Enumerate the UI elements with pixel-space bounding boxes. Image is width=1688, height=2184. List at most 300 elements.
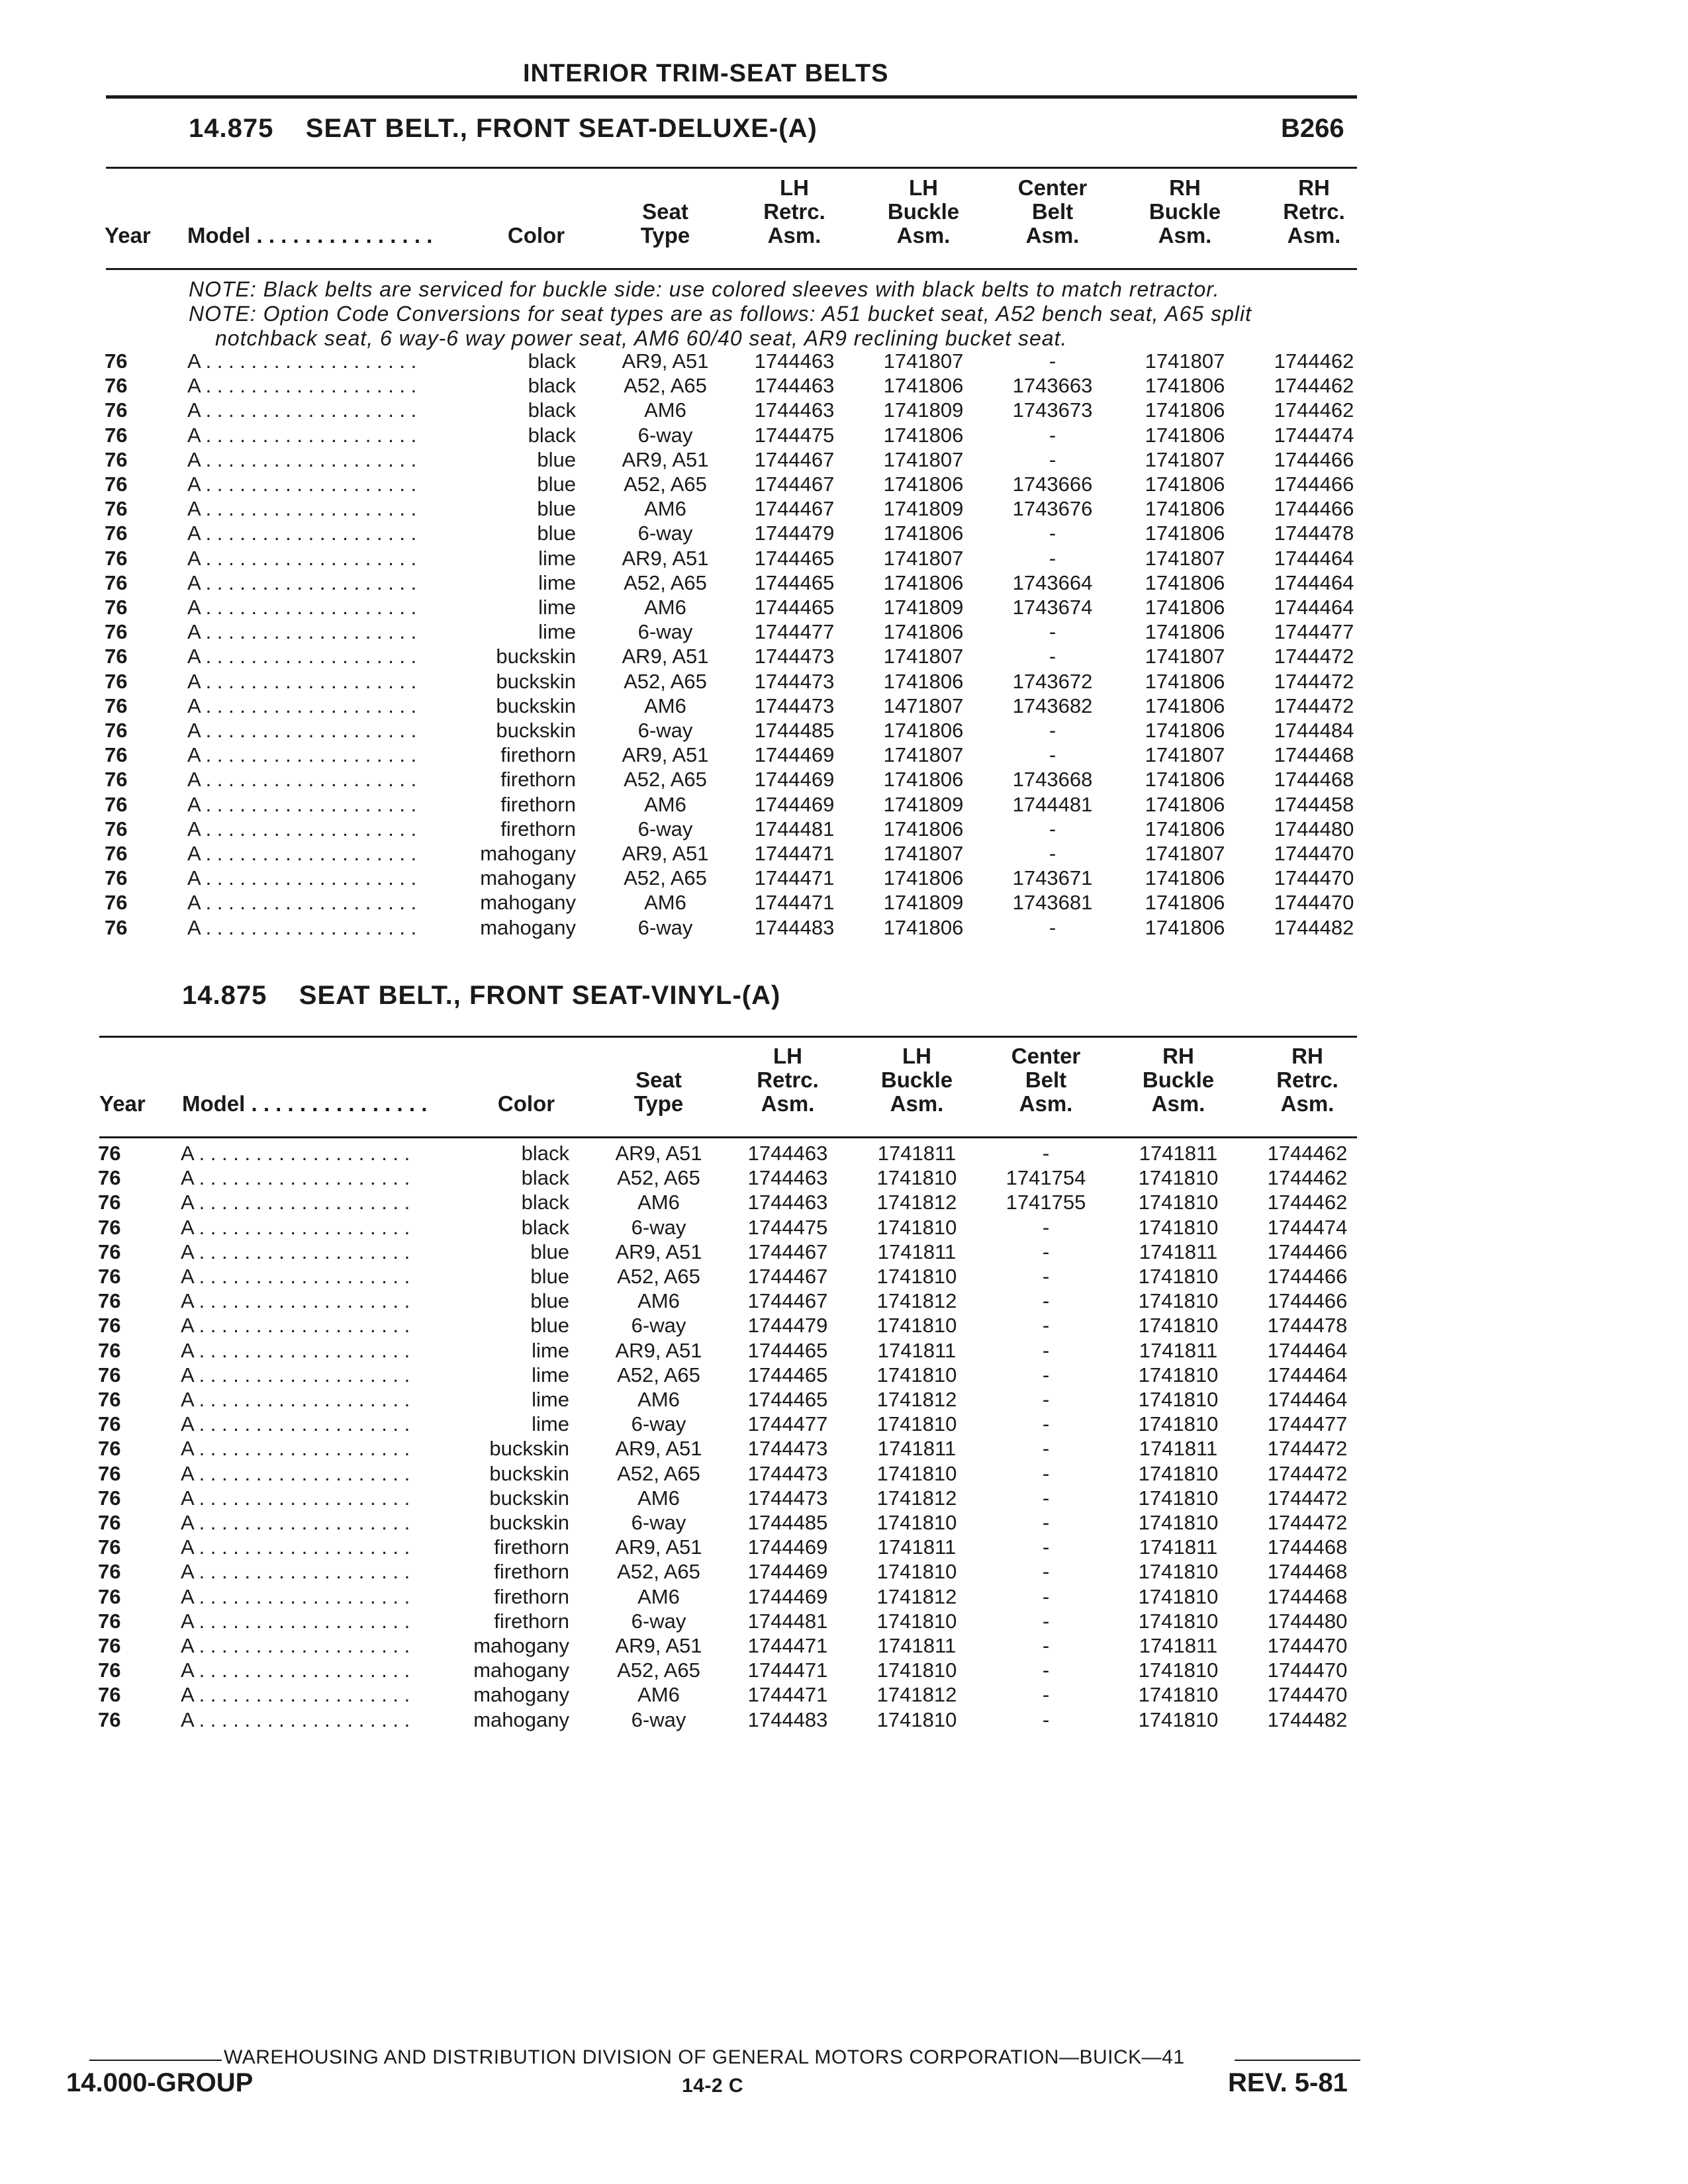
table-row [0,645,1688,669]
cell-year: 76 [98,1314,121,1337]
table-row [0,1289,1688,1314]
cell-rh-buckle: 1741811 [1139,1535,1218,1559]
cell-color: buckskin [496,694,576,717]
cell-model: A . . . . . . . . . . . . . . . . . . . [181,1511,410,1534]
cell-center-belt: - [1049,645,1056,668]
cell-rh-retrc: 1744468 [1267,1535,1348,1559]
cell-color: buckskin [489,1437,569,1460]
cell-model: A . . . . . . . . . . . . . . . . . . . [181,1560,410,1583]
col-year: Year [99,1091,146,1116]
table-row [0,1683,1688,1707]
cell-rh-retrc: 1744477 [1274,620,1354,643]
cell-color: mahogany [473,1683,569,1706]
cell-year: 76 [105,866,128,889]
cell-model: A . . . . . . . . . . . . . . . . . . . [181,1339,410,1362]
cell-center-belt: 1743668 [1012,768,1093,791]
cell-lh-buckle: 1741809 [883,793,964,816]
cell-seat-type: 6-way [637,817,693,841]
cell-lh-retrc: 1744471 [754,866,835,889]
table-row [0,1708,1688,1733]
cell-center-belt: 1741755 [1006,1191,1086,1214]
cell-center-belt: 1743666 [1012,473,1093,496]
cell-color: buckskin [489,1462,569,1485]
cell-color: black [521,1216,569,1239]
cell-seat-type: AM6 [644,398,686,422]
cell-seat-type: AR9, A51 [615,1339,702,1362]
cell-rh-retrc: 1744470 [1274,891,1354,914]
cell-rh-buckle: 1741810 [1138,1486,1219,1510]
cell-seat-type: AR9, A51 [615,1142,702,1165]
cell-rh-buckle: 1741806 [1145,916,1225,939]
cell-model: A . . . . . . . . . . . . . . . . . . . [181,1289,410,1312]
cell-center-belt: 1744481 [1012,793,1093,816]
cell-seat-type: A52, A65 [617,1166,700,1189]
cell-rh-retrc: 1744472 [1274,670,1354,693]
cell-year: 76 [98,1610,121,1633]
section-1-name: SEAT BELT., FRONT SEAT-DELUXE-(A) [305,114,818,143]
cell-rh-retrc: 1744480 [1274,817,1354,841]
cell-color: blue [530,1289,569,1312]
cell-rh-retrc: 1744462 [1267,1142,1348,1165]
table-row [0,1486,1688,1511]
cell-lh-retrc: 1744471 [747,1634,828,1657]
table-row [0,891,1688,915]
cell-center-belt: - [1042,1634,1050,1657]
cell-rh-retrc: 1744472 [1274,645,1354,668]
table-row [0,1265,1688,1289]
cell-year: 76 [105,842,128,865]
cell-color: blue [530,1240,569,1263]
cell-year: 76 [98,1363,121,1387]
cell-color: blue [537,473,576,496]
table-row [0,1191,1688,1215]
cell-seat-type: AR9, A51 [622,349,709,373]
cell-year: 76 [98,1265,121,1288]
cell-center-belt: - [1042,1683,1050,1706]
cell-center-belt: - [1049,424,1056,447]
cell-color: firethorn [494,1585,569,1608]
cell-lh-retrc: 1744465 [754,571,835,594]
cell-rh-retrc: 1744466 [1267,1240,1348,1263]
table-row [0,793,1688,817]
cell-rh-retrc: 1744474 [1267,1216,1348,1239]
cell-lh-buckle: 1741810 [876,1412,957,1435]
cell-center-belt: - [1042,1412,1050,1435]
cell-rh-retrc: 1744464 [1267,1339,1348,1362]
cell-year: 76 [98,1240,121,1263]
cell-rh-retrc: 1744484 [1274,719,1354,742]
section-1-note-1: NOTE: Black belts are serviced for buckle side: use colored sleeves with black belts to match retractor. [189,277,1220,301]
cell-model: A . . . . . . . . . . . . . . . . . . . [181,1634,410,1657]
cell-seat-type: AR9, A51 [622,547,709,570]
cell-color: mahogany [473,1708,569,1731]
table-row [0,1535,1688,1560]
cell-rh-retrc: 1744464 [1274,596,1354,619]
cell-year: 76 [98,1339,121,1362]
cell-color: firethorn [494,1610,569,1633]
cell-lh-buckle: 1741812 [876,1486,957,1510]
cell-lh-buckle: 1741806 [883,620,964,643]
cell-lh-retrc: 1744471 [754,891,835,914]
cell-rh-buckle: 1741810 [1138,1166,1219,1189]
cell-lh-buckle: 1741811 [877,1634,957,1657]
cell-lh-retrc: 1744485 [747,1511,828,1534]
cell-model: A . . . . . . . . . . . . . . . . . . . [181,1166,410,1189]
cell-year: 76 [105,596,128,619]
cell-lh-buckle: 1741812 [876,1289,957,1312]
cell-lh-buckle: 1741810 [876,1216,957,1239]
col-year: Year [105,223,151,248]
cell-center-belt: 1743672 [1012,670,1093,693]
cell-seat-type: 6-way [631,1610,686,1633]
cell-seat-type: 6-way [631,1412,686,1435]
cell-rh-retrc: 1744458 [1274,793,1354,816]
table-row [0,1388,1688,1412]
cell-year: 76 [105,349,128,373]
table-row [0,916,1688,940]
cell-seat-type: 6-way [631,1511,686,1534]
cell-center-belt: - [1042,1585,1050,1608]
table-row [0,1511,1688,1535]
cell-rh-buckle: 1741810 [1138,1610,1219,1633]
cell-lh-retrc: 1744467 [747,1240,828,1263]
cell-color: lime [538,596,576,619]
table-row [0,1437,1688,1461]
cell-model: A . . . . . . . . . . . . . . . . . . . [181,1610,410,1633]
cell-rh-retrc: 1744464 [1274,547,1354,570]
cell-model: A . . . . . . . . . . . . . . . . . . . [181,1683,410,1706]
footer-group: 14.000-GROUP [66,2068,254,2097]
cell-color: firethorn [500,743,576,766]
cell-lh-buckle: 1741810 [876,1265,957,1288]
cell-model: A . . . . . . . . . . . . . . . . . . . [181,1659,410,1682]
table-row [0,670,1688,694]
cell-year: 76 [98,1142,121,1165]
table-row [0,817,1688,842]
cell-lh-retrc: 1744479 [747,1314,828,1337]
cell-lh-retrc: 1744481 [754,817,835,841]
cell-year: 76 [98,1708,121,1731]
cell-model: A . . . . . . . . . . . . . . . . . . . [187,916,417,939]
cell-lh-buckle: 1741810 [876,1708,957,1731]
cell-color: lime [532,1363,569,1387]
cell-rh-buckle: 1741811 [1139,1634,1218,1657]
cell-year: 76 [105,817,128,841]
cell-color: black [528,398,576,422]
col-center-belt: Center Belt Asm. [1017,175,1088,248]
col-lh-retrc: LH Retrc. Asm. [757,1044,819,1116]
cell-lh-buckle: 1741812 [876,1191,957,1214]
cell-center-belt: - [1049,349,1056,373]
cell-lh-retrc: 1744463 [747,1142,828,1165]
cell-lh-retrc: 1744469 [747,1585,828,1608]
col-model: Model . . . . . . . . . . . . . . . [187,223,433,248]
cell-rh-buckle: 1741806 [1145,866,1225,889]
col-color: Color [507,223,565,248]
section-1-top-rule [106,167,1357,169]
cell-rh-buckle: 1741807 [1145,842,1225,865]
cell-model: A . . . . . . . . . . . . . . . . . . . [187,522,417,545]
table-row [0,1166,1688,1191]
cell-model: A . . . . . . . . . . . . . . . . . . . [181,1314,410,1337]
cell-lh-buckle: 1741807 [883,349,964,373]
cell-lh-retrc: 1744463 [747,1191,828,1214]
cell-model: A . . . . . . . . . . . . . . . . . . . [181,1585,410,1608]
cell-year: 76 [105,743,128,766]
cell-center-belt: - [1042,1339,1050,1362]
cell-model: A . . . . . . . . . . . . . . . . . . . [181,1216,410,1239]
cell-seat-type: A52, A65 [617,1265,700,1288]
cell-seat-type: A52, A65 [624,374,707,397]
cell-color: black [521,1166,569,1189]
table-row [0,547,1688,571]
cell-model: A . . . . . . . . . . . . . . . . . . . [181,1535,410,1559]
cell-rh-buckle: 1741807 [1145,448,1225,471]
cell-lh-buckle: 1741807 [883,842,964,865]
cell-lh-retrc: 1744467 [747,1289,828,1312]
cell-center-belt: - [1042,1437,1050,1460]
cell-rh-retrc: 1744472 [1267,1437,1348,1460]
footer-page-number: 14-2 C [682,2075,744,2097]
cell-seat-type: A52, A65 [617,1462,700,1485]
cell-model: A . . . . . . . . . . . . . . . . . . . [181,1486,410,1510]
cell-center-belt: - [1042,1486,1050,1510]
cell-model: A . . . . . . . . . . . . . . . . . . . [181,1437,410,1460]
cell-seat-type: 6-way [637,719,693,742]
col-seat-type: Seat Type [640,199,690,248]
cell-year: 76 [105,374,128,397]
cell-center-belt: - [1049,916,1056,939]
cell-seat-type: 6-way [637,424,693,447]
table-row [0,743,1688,768]
cell-color: firethorn [494,1535,569,1559]
cell-seat-type: A52, A65 [624,670,707,693]
col-rh-buckle: RH Buckle Asm. [1142,1044,1215,1116]
cell-seat-type: AM6 [637,1585,680,1608]
cell-lh-buckle: 1741811 [877,1535,957,1559]
table-row [0,1240,1688,1265]
cell-center-belt: - [1042,1216,1050,1239]
cell-model: A . . . . . . . . . . . . . . . . . . . [187,497,417,520]
cell-rh-retrc: 1744466 [1274,448,1354,471]
cell-rh-buckle: 1741806 [1145,497,1225,520]
cell-center-belt: - [1042,1462,1050,1485]
cell-lh-retrc: 1744473 [747,1462,828,1485]
cell-color: blue [530,1314,569,1337]
cell-seat-type: AM6 [644,596,686,619]
cell-rh-retrc: 1744470 [1274,866,1354,889]
table-row [0,1659,1688,1683]
table-row [0,842,1688,866]
cell-rh-buckle: 1741806 [1145,374,1225,397]
table-row [0,1339,1688,1363]
table-row [0,1142,1688,1166]
cell-model: A . . . . . . . . . . . . . . . . . . . [181,1363,410,1387]
cell-lh-retrc: 1744485 [754,719,835,742]
cell-model: A . . . . . . . . . . . . . . . . . . . [181,1142,410,1165]
cell-year: 76 [105,793,128,816]
cell-lh-buckle: 1741811 [877,1339,957,1362]
cell-lh-retrc: 1744471 [754,842,835,865]
table-row [0,349,1688,374]
cell-lh-buckle: 1741810 [876,1560,957,1583]
cell-model: A . . . . . . . . . . . . . . . . . . . [187,743,417,766]
footer-rule-right [1235,2060,1360,2061]
cell-lh-retrc: 1744481 [747,1610,828,1633]
cell-rh-buckle: 1741810 [1138,1314,1219,1337]
cell-rh-buckle: 1741806 [1145,768,1225,791]
cell-lh-retrc: 1744469 [747,1535,828,1559]
cell-year: 76 [98,1289,121,1312]
cell-center-belt: - [1042,1511,1050,1534]
cell-center-belt: 1741754 [1006,1166,1086,1189]
cell-rh-buckle: 1741810 [1138,1683,1219,1706]
cell-rh-retrc: 1744468 [1274,743,1354,766]
cell-color: mahogany [480,866,576,889]
cell-rh-buckle: 1741807 [1145,547,1225,570]
cell-color: lime [532,1412,569,1435]
cell-rh-buckle: 1741810 [1138,1511,1219,1534]
col-seat-type: Seat Type [633,1068,684,1116]
cell-lh-buckle: 1741811 [877,1437,957,1460]
cell-seat-type: A52, A65 [617,1363,700,1387]
cell-model: A . . . . . . . . . . . . . . . . . . . [181,1412,410,1435]
cell-lh-retrc: 1744473 [747,1437,828,1460]
cell-lh-buckle: 1741806 [883,571,964,594]
cell-year: 76 [105,719,128,742]
cell-year: 76 [98,1659,121,1682]
cell-model: A . . . . . . . . . . . . . . . . . . . [187,620,417,643]
cell-rh-retrc: 1744474 [1274,424,1354,447]
cell-center-belt: - [1042,1265,1050,1288]
cell-rh-retrc: 1744470 [1267,1683,1348,1706]
cell-rh-buckle: 1741806 [1145,424,1225,447]
table-row [0,448,1688,473]
cell-rh-buckle: 1741806 [1145,694,1225,717]
cell-color: firethorn [494,1560,569,1583]
cell-lh-buckle: 1741809 [883,398,964,422]
table-row [0,571,1688,596]
cell-center-belt: - [1042,1240,1050,1263]
cell-model: A . . . . . . . . . . . . . . . . . . . [187,670,417,693]
cell-rh-buckle: 1741810 [1138,1289,1219,1312]
cell-seat-type: AM6 [644,497,686,520]
cell-rh-buckle: 1741806 [1145,398,1225,422]
cell-center-belt: - [1049,743,1056,766]
cell-rh-retrc: 1744470 [1267,1634,1348,1657]
cell-rh-buckle: 1741810 [1138,1462,1219,1485]
cell-model: A . . . . . . . . . . . . . . . . . . . [187,866,417,889]
cell-rh-buckle: 1741806 [1145,620,1225,643]
cell-year: 76 [105,424,128,447]
cell-rh-retrc: 1744472 [1274,694,1354,717]
table-row [0,596,1688,620]
cell-lh-buckle: 1741810 [876,1363,957,1387]
cell-year: 76 [98,1216,121,1239]
cell-center-belt: - [1042,1610,1050,1633]
cell-seat-type: AM6 [644,694,686,717]
cell-color: buckskin [496,670,576,693]
cell-seat-type: AM6 [637,1191,680,1214]
cell-model: A . . . . . . . . . . . . . . . . . . . [187,374,417,397]
cell-year: 76 [105,571,128,594]
cell-year: 76 [105,645,128,668]
cell-rh-buckle: 1741810 [1138,1708,1219,1731]
cell-center-belt: - [1042,1314,1050,1337]
cell-lh-retrc: 1744465 [754,547,835,570]
cell-color: black [528,374,576,397]
cell-lh-retrc: 1744469 [747,1560,828,1583]
cell-model: A . . . . . . . . . . . . . . . . . . . [181,1265,410,1288]
cell-year: 76 [105,620,128,643]
cell-color: lime [538,571,576,594]
cell-rh-retrc: 1744470 [1267,1659,1348,1682]
cell-lh-retrc: 1744463 [754,398,835,422]
cell-rh-buckle: 1741810 [1138,1191,1219,1214]
cell-seat-type: 6-way [637,916,693,939]
table-row [0,473,1688,497]
section-1-header-rule [106,268,1357,270]
cell-seat-type: 6-way [631,1216,686,1239]
cell-lh-retrc: 1744473 [754,670,835,693]
cell-lh-retrc: 1744473 [754,645,835,668]
cell-rh-retrc: 1744468 [1274,768,1354,791]
cell-model: A . . . . . . . . . . . . . . . . . . . [187,473,417,496]
cell-year: 76 [105,768,128,791]
cell-lh-buckle: 1741812 [876,1388,957,1411]
title-rule [106,95,1357,99]
cell-year: 76 [105,670,128,693]
cell-year: 76 [105,448,128,471]
cell-rh-retrc: 1744466 [1274,497,1354,520]
cell-model: A . . . . . . . . . . . . . . . . . . . [181,1462,410,1485]
cell-seat-type: A52, A65 [617,1659,700,1682]
cell-model: A . . . . . . . . . . . . . . . . . . . [187,448,417,471]
cell-seat-type: A52, A65 [624,768,707,791]
cell-year: 76 [98,1535,121,1559]
cell-rh-retrc: 1744482 [1274,916,1354,939]
table-row [0,398,1688,423]
cell-seat-type: AR9, A51 [615,1634,702,1657]
cell-lh-buckle: 1741810 [876,1511,957,1534]
cell-seat-type: AR9, A51 [622,743,709,766]
cell-color: lime [532,1388,569,1411]
cell-year: 76 [98,1560,121,1583]
cell-color: blue [537,522,576,545]
cell-model: A . . . . . . . . . . . . . . . . . . . [187,424,417,447]
col-center-belt: Center Belt Asm. [1011,1044,1081,1116]
cell-lh-retrc: 1744469 [754,743,835,766]
cell-rh-buckle: 1741810 [1138,1363,1219,1387]
cell-rh-buckle: 1741806 [1145,473,1225,496]
cell-rh-buckle: 1741806 [1145,817,1225,841]
cell-model: A . . . . . . . . . . . . . . . . . . . [187,817,417,841]
page-title: INTERIOR TRIM-SEAT BELTS [523,60,889,87]
cell-rh-retrc: 1744472 [1267,1462,1348,1485]
table-row [0,866,1688,891]
cell-year: 76 [98,1388,121,1411]
table-row [0,694,1688,719]
cell-year: 76 [98,1683,121,1706]
table-row [0,424,1688,448]
cell-rh-buckle: 1741811 [1139,1240,1218,1263]
cell-rh-buckle: 1741810 [1138,1560,1219,1583]
cell-lh-retrc: 1744473 [747,1486,828,1510]
cell-lh-buckle: 1741806 [883,424,964,447]
cell-year: 76 [105,547,128,570]
cell-lh-retrc: 1744469 [754,793,835,816]
cell-rh-buckle: 1741806 [1145,522,1225,545]
